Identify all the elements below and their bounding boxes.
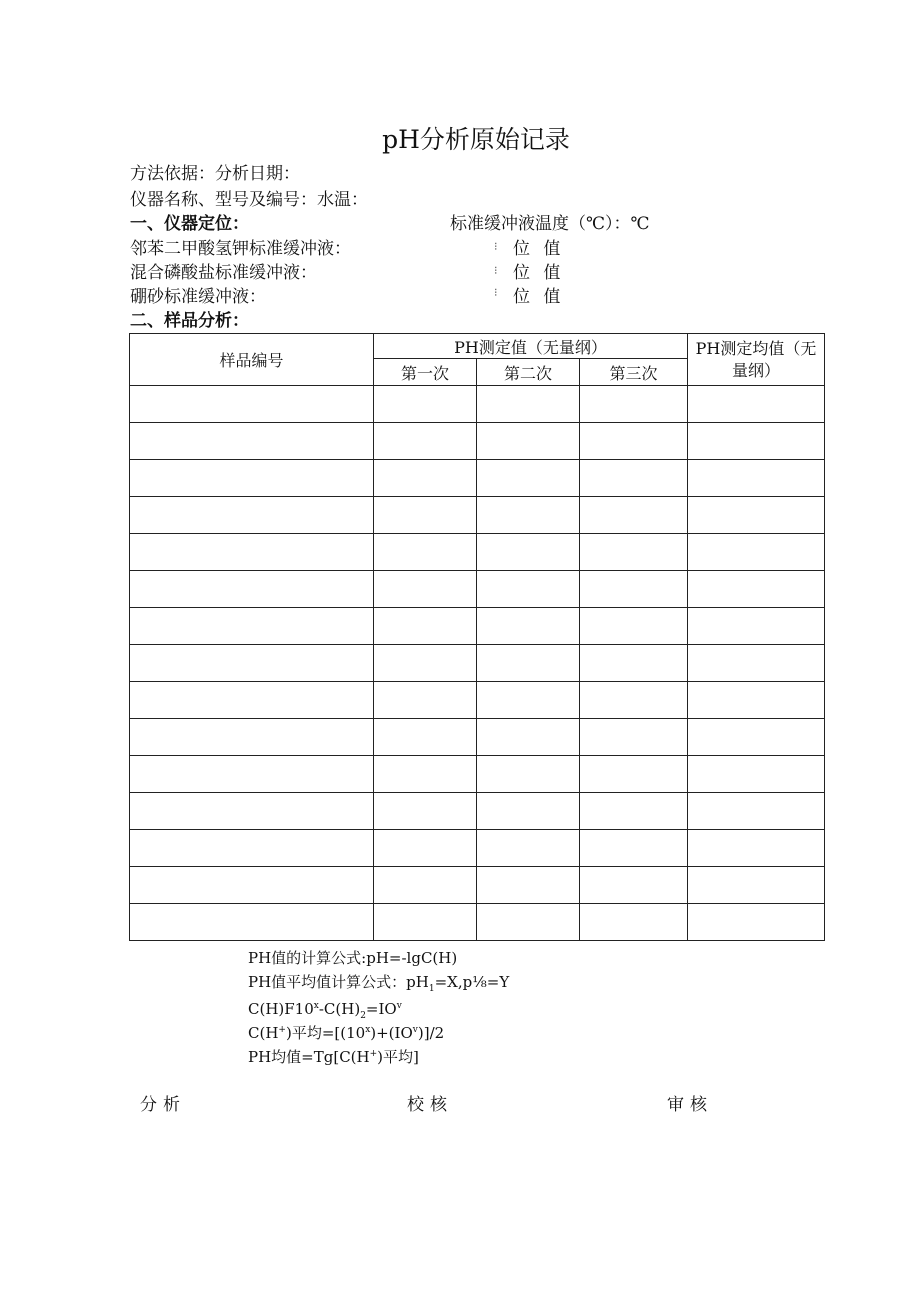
- table-cell[interactable]: [688, 608, 825, 645]
- table-cell[interactable]: [580, 756, 688, 793]
- table-cell[interactable]: [374, 904, 477, 941]
- table-cell[interactable]: [688, 386, 825, 423]
- formula-ph: PH值的计算公式:pH=-lgC(H): [248, 949, 458, 967]
- table-cell[interactable]: [130, 793, 374, 830]
- table-cell[interactable]: [688, 460, 825, 497]
- table-row: [130, 719, 825, 756]
- formula-ph-average: PH值平均值计算公式：$pH_1=X,p\frac{1}{8}=Y$: [248, 973, 510, 994]
- table-cell[interactable]: [580, 423, 688, 460]
- table-cell[interactable]: [374, 534, 477, 571]
- table-cell[interactable]: [477, 460, 580, 497]
- table-cell[interactable]: [130, 682, 374, 719]
- table-cell[interactable]: [130, 460, 374, 497]
- table-cell[interactable]: [374, 386, 477, 423]
- table-cell[interactable]: [130, 571, 374, 608]
- table-cell[interactable]: [477, 608, 580, 645]
- table-cell[interactable]: [580, 682, 688, 719]
- table-row: [130, 793, 825, 830]
- header-first: 第一次: [374, 359, 477, 386]
- table-cell[interactable]: [688, 645, 825, 682]
- table-cell[interactable]: [477, 719, 580, 756]
- table-cell[interactable]: [688, 830, 825, 867]
- formula-concentration: $C(H)F10^x-C(H)_2=IO^v$: [248, 1000, 402, 1021]
- tick-marks: ⁝: [494, 240, 498, 253]
- signature-checker: 校核: [407, 1095, 453, 1115]
- header-sample-id: 样品编号: [130, 334, 374, 386]
- table-cell[interactable]: [130, 497, 374, 534]
- table-cell[interactable]: [477, 645, 580, 682]
- buffer-phosphate-position: 位 值: [513, 263, 565, 283]
- table-cell[interactable]: [130, 608, 374, 645]
- table-row: [130, 423, 825, 460]
- page-title: pH分析原始记录: [382, 125, 570, 154]
- table-cell[interactable]: [477, 682, 580, 719]
- table-row: [130, 534, 825, 571]
- method-basis-label: 方法依据：分析日期：: [130, 164, 300, 184]
- table-cell[interactable]: [374, 719, 477, 756]
- signature-reviewer: 审核: [667, 1095, 713, 1115]
- tick-marks: ⁝: [494, 264, 498, 277]
- table-cell[interactable]: [477, 904, 580, 941]
- section-instrument-calibration: 一、仪器定位：: [130, 214, 249, 234]
- table-cell[interactable]: [580, 867, 688, 904]
- table-row: [130, 645, 825, 682]
- table-cell[interactable]: [374, 867, 477, 904]
- table-cell[interactable]: [688, 423, 825, 460]
- table-cell[interactable]: [130, 423, 374, 460]
- formula-ph-mean: PH均值=Tg[C(H+)平均]: [248, 1048, 419, 1066]
- table-cell[interactable]: [580, 719, 688, 756]
- table-cell[interactable]: [374, 645, 477, 682]
- table-cell[interactable]: [580, 904, 688, 941]
- table-cell[interactable]: [688, 904, 825, 941]
- instrument-label: 仪器名称、型号及编号：水温：: [130, 190, 368, 210]
- table-cell[interactable]: [688, 682, 825, 719]
- table-cell[interactable]: [130, 830, 374, 867]
- section-sample-analysis: 二、样品分析：: [130, 311, 249, 331]
- table-cell[interactable]: [580, 645, 688, 682]
- table-cell[interactable]: [580, 460, 688, 497]
- table-cell[interactable]: [688, 571, 825, 608]
- table-cell[interactable]: [580, 534, 688, 571]
- table-cell[interactable]: [477, 756, 580, 793]
- tick-marks: ⁝: [494, 286, 498, 299]
- sample-table: [129, 333, 825, 941]
- table-cell[interactable]: [477, 571, 580, 608]
- table-row: [130, 682, 825, 719]
- table-cell[interactable]: [580, 571, 688, 608]
- table-cell[interactable]: [374, 608, 477, 645]
- buffer-phosphate-label: 混合磷酸盐标准缓冲液：: [130, 263, 317, 283]
- table-row: [130, 867, 825, 904]
- header-third: 第三次: [580, 359, 688, 386]
- table-cell[interactable]: [374, 460, 477, 497]
- table-cell[interactable]: [688, 534, 825, 571]
- buffer-borax-position: 位 值: [513, 287, 565, 307]
- buffer-phthalate-label: 邻苯二甲酸氢钾标准缓冲液：: [130, 239, 351, 259]
- table-row: [130, 386, 825, 423]
- table-row: [130, 460, 825, 497]
- table-cell[interactable]: [374, 756, 477, 793]
- buffer-phthalate-position: 位 值: [513, 239, 565, 259]
- formula-concentration-average: C(H+)平均$=[(10^x)+(IO^v)]/2$: [248, 1024, 445, 1042]
- table-cell[interactable]: [477, 386, 580, 423]
- table-cell[interactable]: [477, 830, 580, 867]
- table-cell[interactable]: [130, 756, 374, 793]
- table-row: [130, 608, 825, 645]
- table-cell[interactable]: [688, 756, 825, 793]
- table-cell[interactable]: [477, 497, 580, 534]
- table-cell[interactable]: [374, 571, 477, 608]
- table-row: [130, 830, 825, 867]
- table-cell[interactable]: [374, 793, 477, 830]
- signature-analyst: 分析: [140, 1095, 186, 1115]
- table-cell[interactable]: [580, 608, 688, 645]
- table-cell[interactable]: [688, 867, 825, 904]
- table-cell[interactable]: [477, 423, 580, 460]
- table-cell[interactable]: [580, 830, 688, 867]
- table-cell[interactable]: [477, 867, 580, 904]
- table-cell[interactable]: [130, 867, 374, 904]
- table-cell[interactable]: [374, 830, 477, 867]
- table-cell[interactable]: [130, 719, 374, 756]
- table-row: [130, 571, 825, 608]
- header-ph-mean: PH测定均值（无量纲）: [688, 334, 825, 386]
- table-cell[interactable]: [477, 534, 580, 571]
- buffer-temperature-label: 标准缓冲液温度（℃）：℃: [450, 214, 650, 234]
- table-cell[interactable]: [580, 386, 688, 423]
- header-second: 第二次: [477, 359, 580, 386]
- table-cell[interactable]: [130, 534, 374, 571]
- table-cell[interactable]: [374, 497, 477, 534]
- table-cell[interactable]: [130, 645, 374, 682]
- header-ph-measured: PH测定值（无量纲）: [374, 334, 688, 359]
- table-cell[interactable]: [688, 793, 825, 830]
- table-cell[interactable]: [374, 423, 477, 460]
- table-cell[interactable]: [130, 904, 374, 941]
- table-cell[interactable]: [374, 682, 477, 719]
- table-cell[interactable]: [580, 793, 688, 830]
- table-cell[interactable]: [580, 497, 688, 534]
- buffer-borax-label: 硼砂标准缓冲液：: [130, 287, 266, 307]
- table-row: [130, 756, 825, 793]
- table-cell[interactable]: [477, 793, 580, 830]
- table-cell[interactable]: [688, 497, 825, 534]
- table-cell[interactable]: [130, 386, 374, 423]
- table-row: [130, 904, 825, 941]
- table-row: [130, 497, 825, 534]
- table-cell[interactable]: [688, 719, 825, 756]
